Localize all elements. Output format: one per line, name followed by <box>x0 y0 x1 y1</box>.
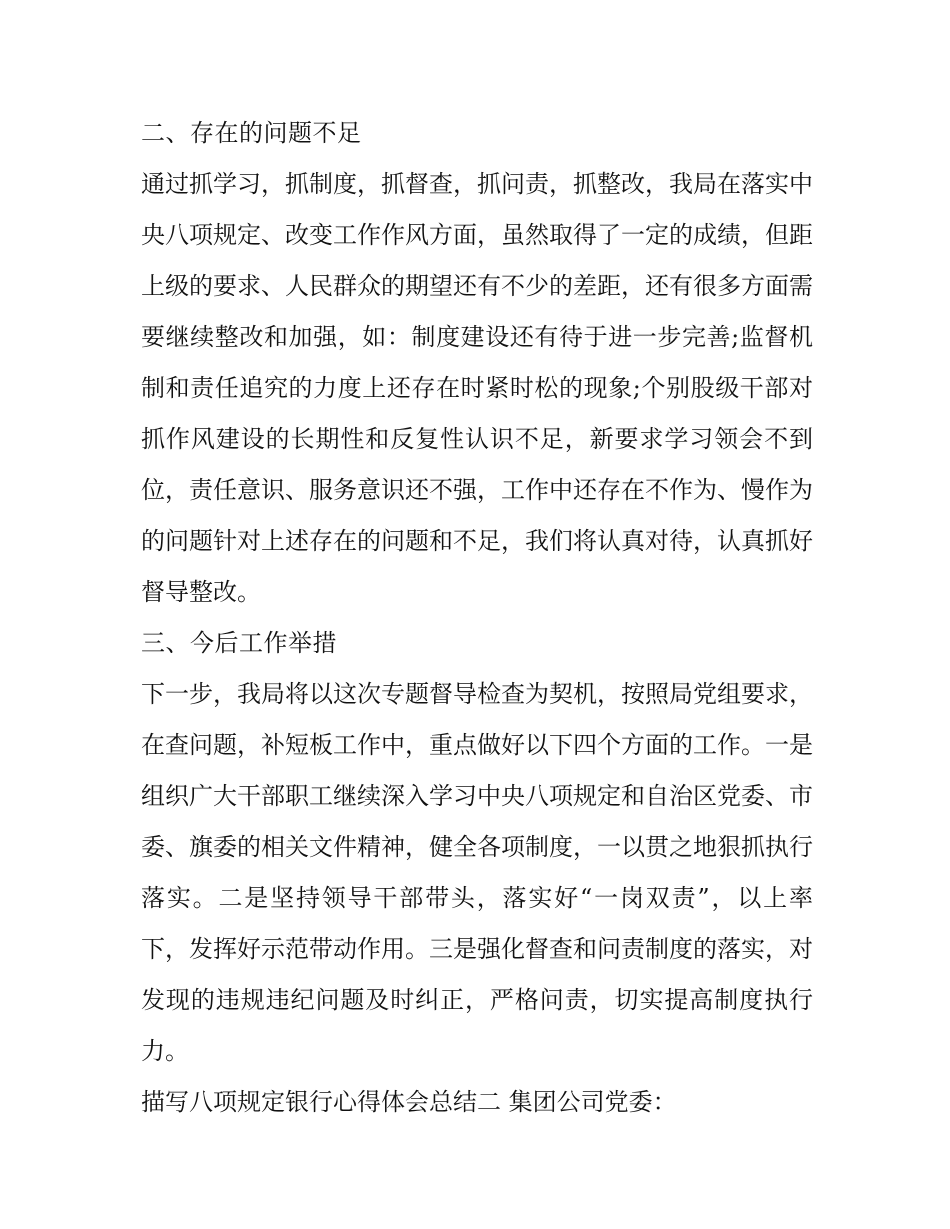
section-heading-problems: 二、存在的问题不足 <box>141 119 362 147</box>
paragraph-problems: 通过抓学习，抓制度，抓督查，抓问责，抓整改，我局在落实中央八项规定、改变工作作风方面，虽然取得了一定的成绩，但距上级的要求、人民群众的期望还有不少的差距，还有很多方面需要继续整改和加强，如：制度建设还有待于进一步完善;监督机制和责任追究的力度上还存在时紧时松的现象;个别股级干部对抓作风建设的长期性和反复性认识不足，新要求学习领会不到位，责任意识、服务意识还不强，工作中还存在不作为、慢作为的问题针对上述存在的问题和不足，我们将认真对待，认真抓好督导整改。 <box>141 170 813 606</box>
closing-line: 描写八项规定银行心得体会总结二 集团公司党委： <box>141 1088 677 1116</box>
section-heading-measures: 三、今后工作举措 <box>141 629 337 657</box>
document-body <box>141 108 813 1128</box>
paragraph-measures: 下一步，我局将以这次专题督导检查为契机，按照局党组要求，在查问题，补短板工作中，重点做好以下四个方面的工作。一是组织广大干部职工继续深入学习中央八项规定和自治区党委、市委、旗委的相关文件精神，健全各项制度，一以贯之地狠抓执行落实。二是坚持领导干部带头，落实好“一岗双责”，以上率下，发挥好示范带动作用。三是强化督查和问责制度的落实，对发现的违规违纪问题及时纠正，严格问责，切实提高制度执行力。 <box>141 680 813 1065</box>
